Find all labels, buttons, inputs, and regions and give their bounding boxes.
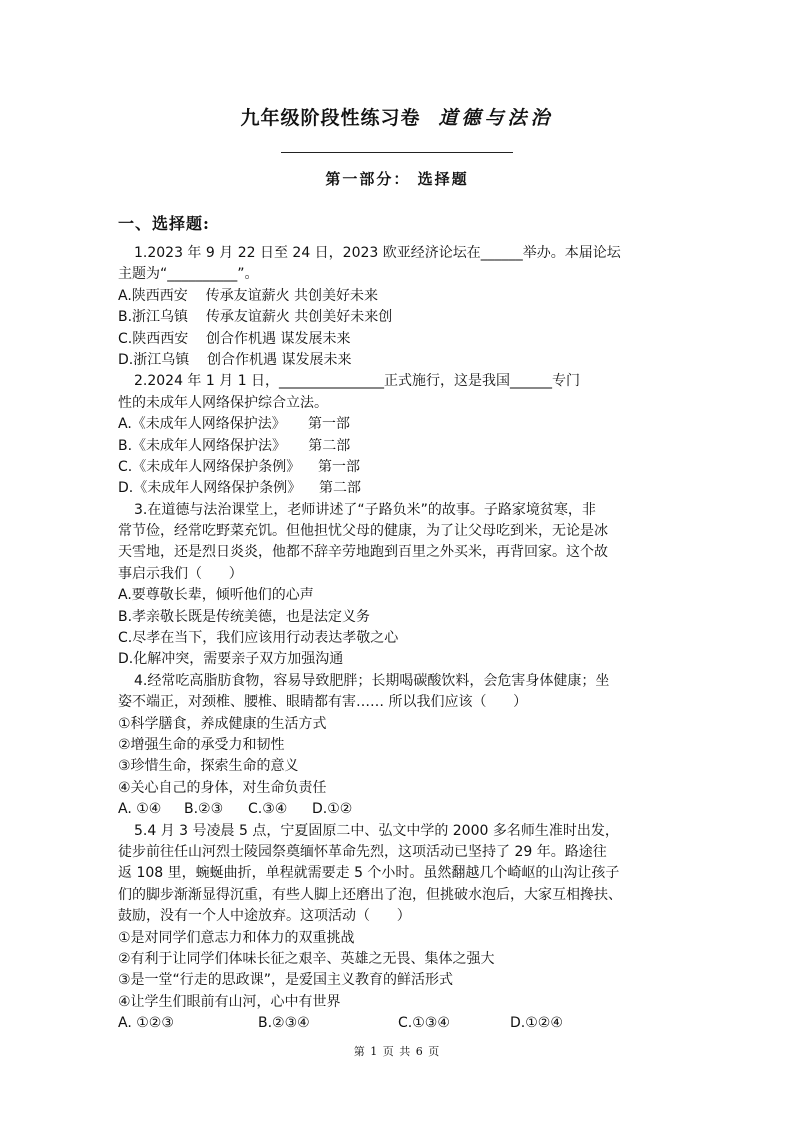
q3-option-c: C.尽孝在当下，我们应该用行动表达孝敬之心 bbox=[118, 630, 399, 647]
q5-stem-line-4: 们的脚步渐渐显得沉重，有些人脚上还磨出了泡，但挑破水泡后，大家互相搀扶、 bbox=[118, 886, 622, 903]
q3-option-d: D.化解冲突，需要亲子双方加强沟通 bbox=[118, 651, 344, 668]
q4-option-d: D.①② bbox=[312, 801, 353, 818]
q3-option-b: B.孝亲敬长既是传统美德，也是法定义务 bbox=[118, 608, 371, 625]
q2-option-d: D.《未成年人网络保护条例》 第二部 bbox=[118, 480, 362, 497]
q4-stem-line-2: 姿不端正，对颈椎、腰椎、眼睛都有害…… 所以我们应该（ ） bbox=[118, 694, 528, 711]
q5-option-b: B.②③④ bbox=[258, 1015, 310, 1032]
q4-option-b: B.②③ bbox=[184, 801, 224, 818]
q4-statement-3: ③珍惜生命，探索生命的意义 bbox=[118, 758, 299, 775]
q1-option-a: A.陕西西安 传承友谊薪火 共创美好未来 bbox=[118, 287, 379, 304]
q4-option-a: A. ①④ bbox=[118, 801, 162, 818]
q4-statement-2: ②增强生命的承受力和韧性 bbox=[118, 736, 285, 753]
section-heading: 一、选择题: bbox=[118, 214, 210, 233]
q3-option-a: A.要尊敬长辈，倾听他们的心声 bbox=[118, 587, 314, 604]
q4-option-c: C.③④ bbox=[248, 801, 288, 818]
q3-stem-line-1: 3.在道德与法治课堂上，老师讲述了“子路负米”的故事。子路家境贫寒，非 bbox=[134, 501, 596, 518]
q4-statement-4: ④关心自己的身体，对生命负责任 bbox=[118, 779, 327, 796]
q3-stem-line-3: 天雪地，还是烈日炎炎，他都不辞辛劳地跑到百里之外买米，再背回家。这个故 bbox=[118, 544, 608, 561]
q5-option-a: A. ①②③ bbox=[118, 1015, 174, 1032]
q5-statement-3: ③是一堂“行走的思政课”，是爱国主义教育的鲜活形式 bbox=[118, 972, 454, 989]
q5-statement-4: ④让学生们眼前有山河，心中有世界 bbox=[118, 993, 341, 1010]
q5-stem-line-2: 徒步前往任山河烈士陵园祭奠缅怀革命先烈，这项活动已坚持了 29 年。路途往 bbox=[118, 843, 607, 860]
q5-stem-line-1: 5.4 月 3 号凌晨 5 点，宁夏固原二中、弘文中学的 2000 多名师生准时出发， bbox=[134, 822, 619, 839]
q1-stem-line-1: 1.2023 年 9 月 22 日至 24 日，2023 欧亚经济论坛在______举办。本届论坛 bbox=[134, 245, 621, 261]
q5-option-d: D.①②④ bbox=[510, 1015, 563, 1032]
page-footer: 第 1 页 共 6 页 bbox=[353, 1045, 441, 1058]
part-heading: 第一部分： 选择题 bbox=[325, 170, 469, 188]
title-underline bbox=[281, 152, 513, 153]
exam-title bbox=[0, 103, 794, 130]
q2-option-c: C.《未成年人网络保护条例》 第一部 bbox=[118, 458, 361, 475]
q5-options-row bbox=[118, 1013, 678, 1034]
q2-option-b: B.《未成年人网络保护法》 第二部 bbox=[118, 437, 351, 454]
exam-title-main: 九年级阶段性练习卷 bbox=[240, 107, 421, 129]
q5-statement-1: ①是对同学们意志力和体力的双重挑战 bbox=[118, 929, 355, 946]
q1-option-c: C.陕西西安 创合作机遇 谋发展未来 bbox=[118, 330, 351, 347]
q4-statement-1: ①科学膳食，养成健康的生活方式 bbox=[118, 715, 327, 732]
q3-stem-line-2: 常节俭，经常吃野菜充饥。但他担忧父母的健康，为了让父母吃到米，无论是冰 bbox=[118, 523, 608, 540]
q1-option-d: D.浙江乌镇 创合作机遇 谋发展未来 bbox=[118, 351, 352, 368]
q1-option-b: B.浙江乌镇 传承友谊薪火 共创美好未来创 bbox=[118, 309, 393, 326]
q3-stem-line-4: 事启示我们（ ） bbox=[118, 565, 243, 582]
q5-option-c: C.①③④ bbox=[398, 1015, 450, 1032]
q4-stem-line-1: 4.经常吃高脂肪食物，容易导致肥胖；长期喝碳酸饮料，会危害身体健康；坐 bbox=[134, 672, 610, 689]
q5-stem-line-3: 返 108 里，蜿蜒曲折，单程就需要走 5 个小时。虽然翻越几个崎岖的山沟让孩子 bbox=[118, 865, 620, 882]
q5-statement-2: ②有利于让同学们体味长征之艰辛、英雄之无畏、集体之强大 bbox=[118, 950, 495, 967]
q4-options-row bbox=[118, 799, 678, 820]
exam-subject: 道德与法治 bbox=[438, 107, 554, 129]
q2-stem-line-2: 性的未成年人网络保护综合立法。 bbox=[118, 394, 328, 411]
questions-body bbox=[118, 243, 678, 1034]
q2-stem-line-1: 2.2024 年 1 月 1 日，_______________正式施行，这是我国______专门 bbox=[134, 373, 581, 390]
q2-option-a: A.《未成年人网络保护法》 第一部 bbox=[118, 416, 351, 433]
q1-stem-line-2: 主题为“__________”。 bbox=[118, 266, 259, 283]
q5-stem-line-5: 鼓励，没有一个人中途放弃。这项活动（ ） bbox=[118, 908, 411, 925]
